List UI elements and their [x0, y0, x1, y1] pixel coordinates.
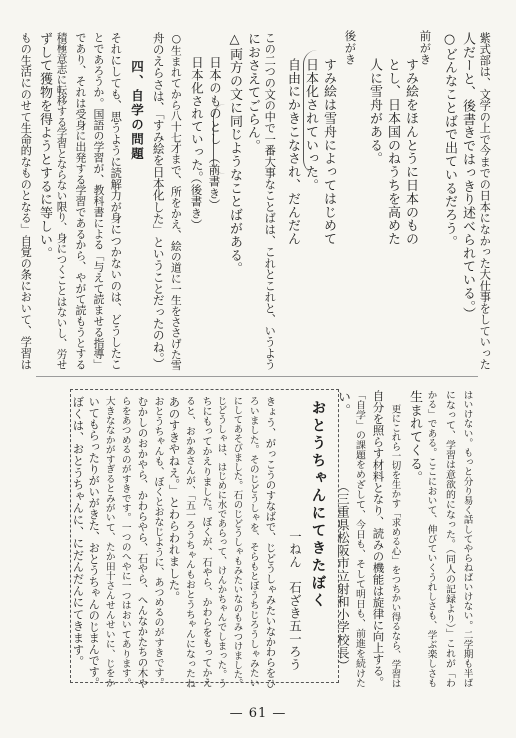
- section-heading: 四、自学の問題: [129, 60, 145, 162]
- essay-line-2: になって、学習は意欲的になった。（同人の記録より）」これが「わ: [443, 390, 455, 688]
- poem-title: おとうちゃんにてきたぼく: [309, 400, 327, 610]
- poem-line-8: おとうちゃんも、ぼくとおなじように、あつめるのがすきです。: [152, 396, 164, 688]
- upper-line-14: 日本化されていった。: [189, 56, 205, 184]
- upper-line-17: それにしても、思うように読解力が身につかないのは、どうしたこ: [109, 32, 123, 371]
- upper-line-6: 人に雪舟がある。: [367, 58, 382, 166]
- section-divider: [36, 376, 478, 377]
- upper-line-10: この二つの文の中で一番大事なことばは、これとこれと、いうよう: [263, 32, 277, 371]
- upper-line-2: 人だーと、後書きではっきり述べられている。）: [460, 32, 475, 321]
- poem-line-12: いてもらったりがいがきた、おとうちゃんのじまんです。: [87, 396, 101, 689]
- upper-line-19: であり、それは受身に出発する学習であるから、やがて読もうとする: [73, 32, 87, 370]
- poem-line-11: 大きななかがすぎるとみがいて、たか田十さんせんせいに、じをか: [103, 396, 115, 688]
- poem-line-10: らをあつめるのがすきです。一つのへやに一つはおいてあります。: [119, 396, 131, 688]
- upper-line-15: ○生まれてから八十七才まで、所をかえ、絵の道に一生をささげた雪: [169, 32, 183, 371]
- label-back-book: （後書き）: [189, 172, 204, 231]
- upper-line-3: ○どんなことばで出ているだろう。: [442, 32, 457, 249]
- upper-line-23: もの生活にのせて生命的なものとなる」自覚の条において、学習は: [19, 32, 33, 371]
- author-affiliation: （三重県松阪市立射和小学校長）: [335, 480, 351, 672]
- poem-line-2: ろいました。そのじどうしゃを、そらもとぼうちじろうしゃみたい: [247, 396, 259, 688]
- upper-line-21: ずして獲物を得ようとするに等しい。: [37, 32, 52, 260]
- label-front: 前がき: [418, 30, 433, 66]
- label-front-book: （前書き）: [207, 152, 222, 211]
- poem-line-9: むかしのおかやら、かわらやら、石やら、へんなかたちの木や: [135, 396, 148, 689]
- upper-line-11: におさえてごらん。: [245, 32, 260, 153]
- poem-line-3: にしてあそびました。石のじどうしゃもみたいなのもみつけました。: [231, 396, 243, 689]
- upper-line-12: △両方の文に同じようなことばがある。: [227, 32, 242, 276]
- poem-line-1: きょう、がっこうのすなばで、じどうしゃみたいなかわらをひ: [263, 396, 276, 689]
- poem-line-5: ちにもってかえりました。ぼくが、石やら、かわらをもってかえ: [200, 396, 212, 688]
- essay-line-7: 「自学」の課題をめざして、今日も、そして明日も、前進を続けた: [353, 390, 365, 688]
- essay-line-6: 自分を照らす材料となり、読みの機能は旋律に向上する。: [371, 390, 386, 688]
- upper-line-8: 日本化されていった。: [303, 58, 318, 192]
- upper-line-9: 自由にかきこなされ、だんだん: [285, 58, 300, 246]
- essay-line-8: い。: [335, 390, 350, 417]
- essay-line-4: 生まれてくる。: [407, 390, 422, 484]
- poem-line-4: じどうしゃは、はじめに水であらって、けんかちゃんでしまった。う: [215, 396, 227, 689]
- upper-line-7: すみ絵は雪舟によってはじめて: [321, 58, 336, 246]
- essay-line-3: かる」である。ここにおいて、伸びていくうれしさも、学ぶ楽しさも: [425, 390, 437, 688]
- poem-author: 一ねん 石ざき五一ろう: [287, 530, 303, 671]
- poem-line-13: ぼくは、おとうちゃんに、にだんだんにてきます。: [71, 396, 86, 668]
- poem-line-7: あのすきやねえ。」とわらわれました。: [167, 396, 182, 603]
- label-back: 後がき: [343, 30, 358, 66]
- upper-line-1: 紫式部は、文学の上で今までの日本になかった大仕事をしていった: [478, 32, 492, 371]
- upper-line-20: 積極意志に転移する学習とならない限り、身につくことはないし、労せ: [55, 32, 68, 370]
- upper-line-4: すみ絵をほんとうに日本のもの: [403, 58, 418, 246]
- upper-line-18: とであろうか。国語の学習が、教科書による「与えて読ませる指導」: [91, 32, 105, 370]
- page-number: — 61 —: [229, 706, 287, 721]
- essay-line-5: 更にこれら一切を生かす「求める心」をつちかい得るなら、学習は: [389, 404, 401, 689]
- upper-line-13: 日本のものとし: [207, 56, 223, 146]
- poem-line-6: ると、おかあさんが、「五一ろうちゃんもおとうちゃんになったね: [183, 396, 195, 689]
- upper-line-16: 舟のえらさは、「すみ絵を日本化した」ということだったのね。）: [151, 32, 166, 371]
- essay-line-1: はいけない。もっと分り易く話してやらねばいけない。二学期も半ば: [461, 390, 473, 688]
- upper-line-5: とし、日本国のねうちを高めた: [385, 58, 400, 246]
